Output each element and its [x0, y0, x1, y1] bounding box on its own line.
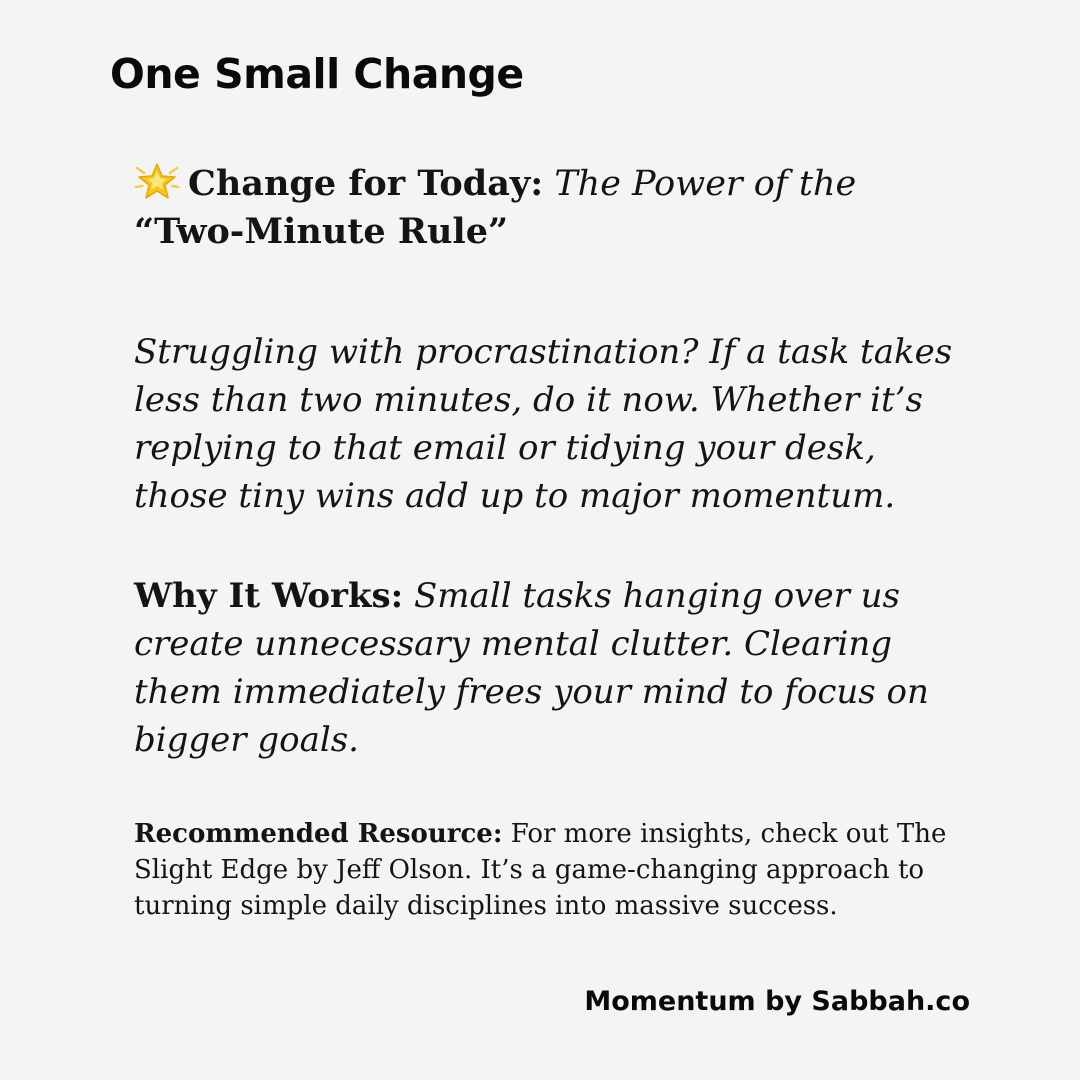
why-text: Small tasks hanging over us create unnecessary mental clutter. Clearing them immediately frees your mind to focus on bigger goals. [134, 576, 929, 760]
star-icon [134, 162, 180, 202]
resource-label: Recommended Resource: [134, 819, 503, 849]
resource-text: For more insights, check out The Slight Edge by Jeff Olson. It’s a game-changing approach to turning simple daily disciplines into massive success. [134, 819, 947, 921]
why-label: Why It Works: [134, 576, 404, 616]
change-for-today-heading [134, 160, 974, 256]
intro-paragraph: Struggling with procrastination? If a task takes less than two minutes, do it now. Whether it’s replying to that email or tidying your desk, those tiny wins add up to major momentum. [134, 332, 953, 516]
post-content [134, 160, 974, 924]
rule-name: “Two-Minute Rule” [134, 211, 509, 252]
footer-brand: Momentum by Sabbah.co [584, 986, 970, 1017]
why-it-works-paragraph [134, 572, 974, 764]
recommended-resource-paragraph [134, 816, 964, 924]
change-label: Change for Today: [188, 163, 544, 204]
page-title: One Small Change [110, 50, 524, 98]
change-italic-text: The Power of the [554, 164, 857, 204]
